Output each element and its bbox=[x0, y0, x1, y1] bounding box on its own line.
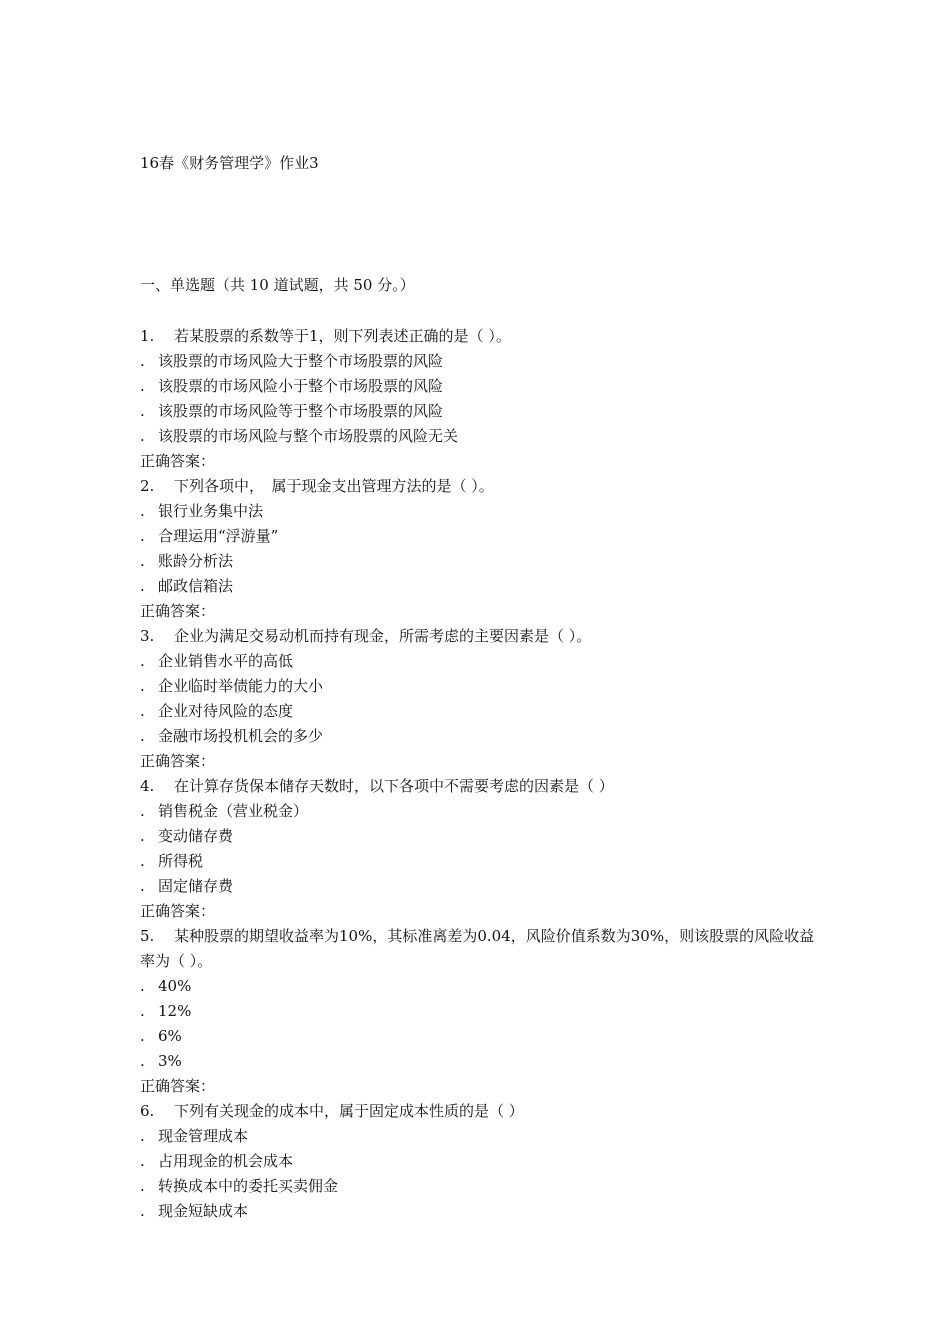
option-marker: . bbox=[140, 802, 145, 820]
option-text: 金融市场投机机会的多少 bbox=[158, 727, 324, 745]
option-marker: . bbox=[140, 1002, 145, 1020]
question-stem bbox=[140, 624, 820, 649]
answer-option bbox=[140, 349, 820, 374]
option-marker: . bbox=[140, 827, 145, 845]
option-text: 合理运用“浮游量” bbox=[158, 527, 279, 545]
option-text: 银行业务集中法 bbox=[158, 502, 264, 520]
option-marker: . bbox=[140, 1027, 145, 1045]
option-marker: . bbox=[140, 652, 145, 670]
answer-option bbox=[140, 799, 820, 824]
option-marker: . bbox=[140, 552, 145, 570]
question-number: 3. bbox=[140, 627, 155, 645]
question-number: 2. bbox=[140, 477, 155, 495]
answer-option bbox=[140, 1174, 820, 1199]
correct-answer-label: 正确答案： bbox=[140, 1077, 216, 1095]
answer-option bbox=[140, 649, 820, 674]
answer-option bbox=[140, 874, 820, 899]
correct-answer-label: 正确答案： bbox=[140, 602, 216, 620]
answer-option bbox=[140, 499, 820, 524]
answer-option bbox=[140, 724, 820, 749]
option-text: 固定储存费 bbox=[158, 877, 234, 895]
option-marker: . bbox=[140, 877, 145, 895]
option-text: 邮政信箱法 bbox=[158, 577, 234, 595]
option-marker: . bbox=[140, 352, 145, 370]
option-text: 现金管理成本 bbox=[158, 1127, 249, 1145]
question-stem bbox=[140, 324, 820, 349]
question-list bbox=[140, 324, 820, 1224]
answer-option bbox=[140, 399, 820, 424]
option-text: 企业临时举债能力的大小 bbox=[158, 677, 324, 695]
answer-option bbox=[140, 374, 820, 399]
answer-option bbox=[140, 1199, 820, 1224]
answer-option bbox=[140, 1124, 820, 1149]
option-text: 现金短缺成本 bbox=[158, 1202, 249, 1220]
option-text: 该股票的市场风险与整个市场股票的风险无关 bbox=[158, 427, 459, 445]
question-number: 1. bbox=[140, 327, 155, 345]
question-text: 企业为满足交易动机而持有现金，所需考虑的主要因素是（ ）。 bbox=[174, 627, 592, 645]
option-text: 销售税金（营业税金） bbox=[158, 802, 309, 820]
answer-option bbox=[140, 574, 820, 599]
correct-answer-label: 正确答案： bbox=[140, 452, 216, 470]
option-marker: . bbox=[140, 1202, 145, 1220]
option-marker: . bbox=[140, 677, 145, 695]
document-title: 16春《财务管理学》作业3 bbox=[140, 154, 319, 172]
option-marker: . bbox=[140, 727, 145, 745]
option-text: 该股票的市场风险小于整个市场股票的风险 bbox=[158, 377, 444, 395]
option-marker: . bbox=[140, 1152, 145, 1170]
option-marker: . bbox=[140, 577, 145, 595]
question-text: 在计算存货保本储存天数时，以下各项中不需要考虑的因素是（ ） bbox=[174, 777, 614, 795]
option-text: 12% bbox=[158, 1002, 192, 1020]
correct-answer-label: 正确答案： bbox=[140, 902, 216, 920]
option-marker: . bbox=[140, 977, 145, 995]
answer-option bbox=[140, 974, 820, 999]
option-marker: . bbox=[140, 377, 145, 395]
option-text: 该股票的市场风险大于整个市场股票的风险 bbox=[158, 352, 444, 370]
option-text: 企业对待风险的态度 bbox=[158, 702, 294, 720]
answer-option bbox=[140, 549, 820, 574]
option-marker: . bbox=[140, 702, 145, 720]
option-marker: . bbox=[140, 1127, 145, 1145]
answer-option bbox=[140, 1149, 820, 1174]
option-text: 企业销售水平的高低 bbox=[158, 652, 294, 670]
answer-option bbox=[140, 424, 820, 449]
question-stem bbox=[140, 774, 820, 799]
question-text: 某种股票的期望收益率为10%，其标准离差为0.04，风险价值系数为30%，则该股票的风险收益率为（ ）。 bbox=[140, 927, 815, 970]
option-text: 6% bbox=[158, 1027, 182, 1045]
option-marker: . bbox=[140, 852, 145, 870]
answer-option bbox=[140, 999, 820, 1024]
question-number: 4. bbox=[140, 777, 155, 795]
question-number: 6. bbox=[140, 1102, 155, 1120]
option-marker: . bbox=[140, 527, 145, 545]
answer-option bbox=[140, 674, 820, 699]
question-text: 下列有关现金的成本中，属于固定成本性质的是（ ） bbox=[174, 1102, 524, 1120]
question-text: 若某股票的系数等于1，则下列表述正确的是（ ）。 bbox=[174, 327, 511, 345]
option-text: 账龄分析法 bbox=[158, 552, 234, 570]
option-text: 变动储存费 bbox=[158, 827, 234, 845]
question-number: 5. bbox=[140, 927, 155, 945]
answer-option bbox=[140, 849, 820, 874]
option-text: 3% bbox=[158, 1052, 182, 1070]
option-text: 占用现金的机会成本 bbox=[158, 1152, 294, 1170]
question-text: 下列各项中， 属于现金支出管理方法的是（ ）。 bbox=[174, 477, 494, 495]
answer-option bbox=[140, 1024, 820, 1049]
answer-option bbox=[140, 524, 820, 549]
option-text: 所得税 bbox=[158, 852, 204, 870]
option-text: 该股票的市场风险等于整个市场股票的风险 bbox=[158, 402, 444, 420]
section-heading: 一、单选题（共 10 道试题，共 50 分。） bbox=[140, 276, 415, 294]
answer-option bbox=[140, 1049, 820, 1074]
option-marker: . bbox=[140, 1052, 145, 1070]
option-marker: . bbox=[140, 502, 145, 520]
option-text: 转换成本中的委托买卖佣金 bbox=[158, 1177, 339, 1195]
option-marker: . bbox=[140, 427, 145, 445]
correct-answer-label: 正确答案： bbox=[140, 752, 216, 770]
option-marker: . bbox=[140, 1177, 145, 1195]
option-marker: . bbox=[140, 402, 145, 420]
answer-option bbox=[140, 699, 820, 724]
answer-option bbox=[140, 824, 820, 849]
question-stem bbox=[140, 474, 820, 499]
question-stem bbox=[140, 924, 820, 974]
option-text: 40% bbox=[158, 977, 192, 995]
question-stem bbox=[140, 1099, 820, 1124]
